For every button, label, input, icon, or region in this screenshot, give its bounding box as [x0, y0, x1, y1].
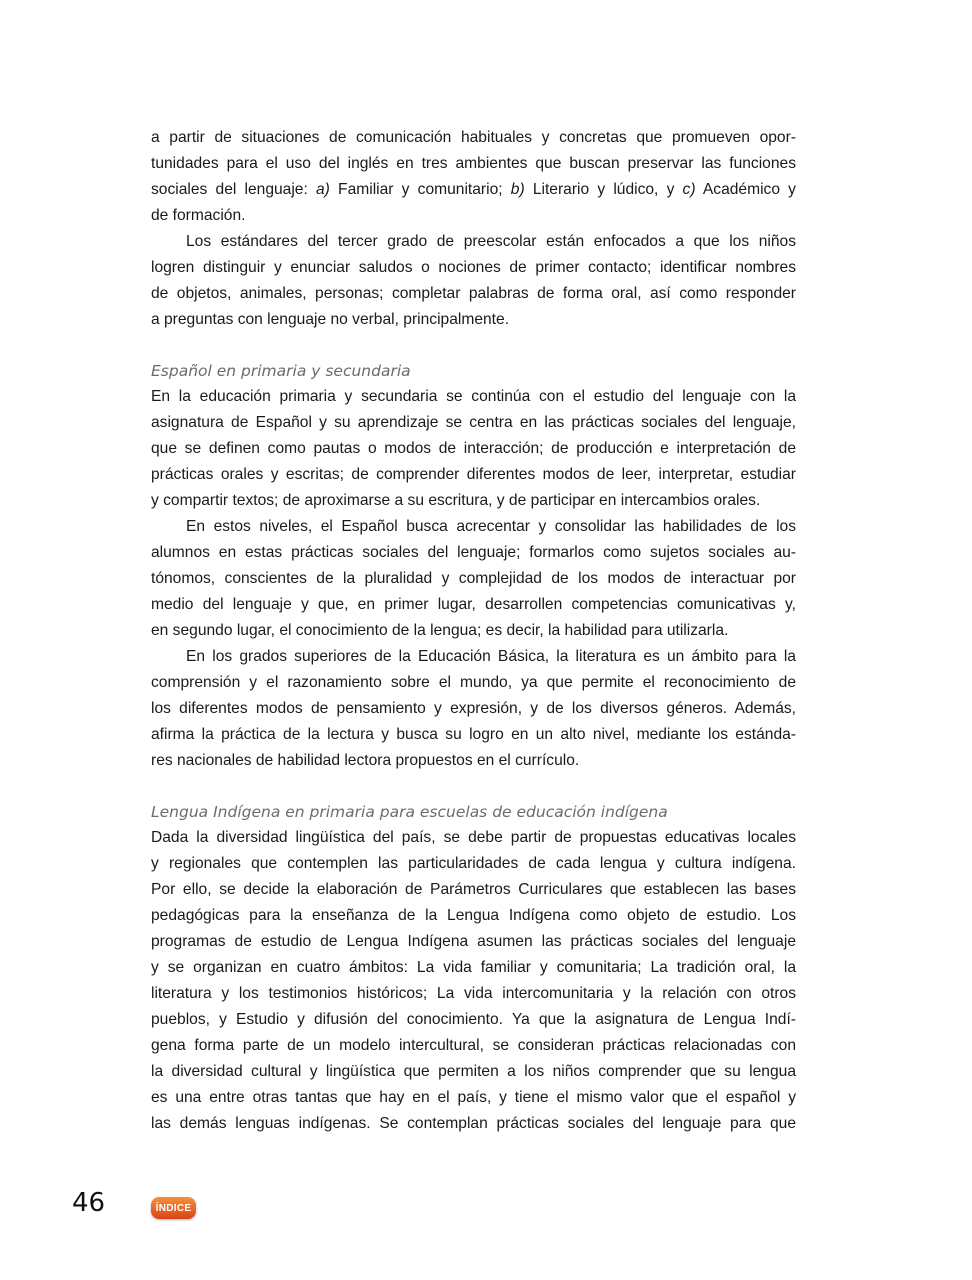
text-line: en segundo lugar, el conocimiento de la lengua; es decir, la habilidad para utilizarla.	[151, 622, 729, 639]
text-line: es una entre otras tantas que hay en el país, y tiene el mismo valor que el español y	[151, 1089, 796, 1106]
paragraph	[151, 229, 796, 333]
text-line: que se definen como pautas o modos de interacción; de producción e interpretación de	[151, 440, 796, 457]
text-line: Por ello, se decide la elaboración de Parámetros Curriculares que establecen las bases	[151, 881, 796, 898]
text-line	[151, 177, 796, 203]
section-heading: Español en primaria y secundaria	[151, 362, 411, 380]
text-line: alumnos en estas prácticas sociales del lenguaje; formarlos como sujetos sociales au-	[151, 544, 796, 561]
text-segment: sociales del lenguaje:	[151, 181, 316, 198]
text-line: Dada la diversidad lingüística del país, se debe partir de propuestas educativas locales	[151, 829, 796, 846]
text-line: de formación.	[151, 207, 246, 224]
text-line: programas de estudio de Lengua Indígena asumen las prácticas sociales del lenguaje	[151, 933, 796, 950]
text-line: En la educación primaria y secundaria se continúa con el estudio del lenguaje con la	[151, 388, 796, 405]
text-line: asignatura de Español y su aprendizaje se centra en las prácticas sociales del lenguaje,	[151, 414, 796, 431]
text-line: En estos niveles, el Español busca acrecentar y consolidar las habilidades de los	[186, 518, 796, 535]
text-line: tunidades para el uso del inglés en tres ambientes que buscan preservar las funciones	[151, 155, 796, 172]
paragraph	[151, 644, 796, 774]
page-number: 46	[72, 1188, 106, 1218]
text-line: gena forma parte de un modelo intercultural, se consideran prácticas relacionadas con	[151, 1037, 796, 1054]
list-marker: a)	[315, 181, 330, 198]
text-line: las demás lenguas indígenas. Se contemplan prácticas sociales del lenguaje para que	[151, 1115, 796, 1132]
section-heading: Lengua Indígena en primaria para escuelas de educación indígena	[151, 803, 668, 821]
text-line: a partir de situaciones de comunicación habituales y concretas que promueven opor-	[151, 129, 796, 146]
text-line: pedagógicas para la enseñanza de la Lengua Indígena como objeto de estudio. Los	[151, 907, 796, 924]
paragraph	[151, 825, 796, 1137]
text-line: y se organizan en cuatro ámbitos: La vida familiar y comunitaria; La tradición oral, la	[151, 959, 796, 976]
page-body	[151, 125, 796, 1137]
text-line: tónomos, conscientes de la pluralidad y complejidad de los modos de interactuar por	[151, 570, 796, 587]
text-line: afirma la práctica de la lectura y busca su logro en un alto nivel, mediante los estánda-	[151, 726, 796, 743]
text-line: los diferentes modos de pensamiento y expresión, y de los diversos géneros. Además,	[151, 700, 796, 717]
index-button[interactable]: ÍNDICE	[151, 1197, 196, 1219]
text-line: prácticas orales y escritas; de comprender diferentes modos de leer, interpretar, estudiar	[151, 466, 796, 483]
paragraph	[151, 514, 796, 644]
text-line: pueblos, y Estudio y difusión del conocimiento. Ya que la asignatura de Lengua Indí-	[151, 1011, 796, 1028]
text-segment: Literario y lúdico, y	[524, 181, 683, 198]
paragraph	[151, 125, 796, 229]
text-line: comprensión y el razonamiento sobre el mundo, ya que permite el reconocimiento de	[151, 674, 796, 691]
text-line: de objetos, animales, personas; completar palabras de forma oral, así como responder	[151, 285, 796, 302]
text-segment: Familiar y comunitario;	[329, 181, 511, 198]
text-line: a preguntas con lenguaje no verbal, principalmente.	[151, 311, 510, 328]
text-line: literatura y los testimonios históricos; La vida intercomunitaria y la relación con otros	[151, 985, 796, 1002]
text-line: En los grados superiores de la Educación Básica, la literatura es un ámbito para la	[186, 648, 796, 665]
text-line: la diversidad cultural y lingüística que permiten a los niños comprender que su lengua	[151, 1063, 796, 1080]
text-line: res nacionales de habilidad lectora propuestos en el currículo.	[151, 752, 580, 769]
text-line: logren distinguir y enunciar saludos o nociones de primer contacto; identificar nombres	[151, 259, 796, 276]
text-line: y regionales que contemplen las particularidades de cada lengua y cultura indígena.	[151, 855, 796, 872]
text-line: y compartir textos; de aproximarse a su escritura, y de participar en intercambios orales.	[151, 492, 761, 509]
text-line: Los estándares del tercer grado de preescolar están enfocados a que los niños	[186, 233, 796, 250]
list-marker: c)	[682, 181, 696, 198]
text-segment: Académico y	[695, 181, 796, 198]
list-marker: b)	[510, 181, 525, 198]
text-line: medio del lenguaje y que, en primer lugar, desarrollen competencias comunicativas y,	[151, 596, 796, 613]
paragraph	[151, 384, 796, 514]
